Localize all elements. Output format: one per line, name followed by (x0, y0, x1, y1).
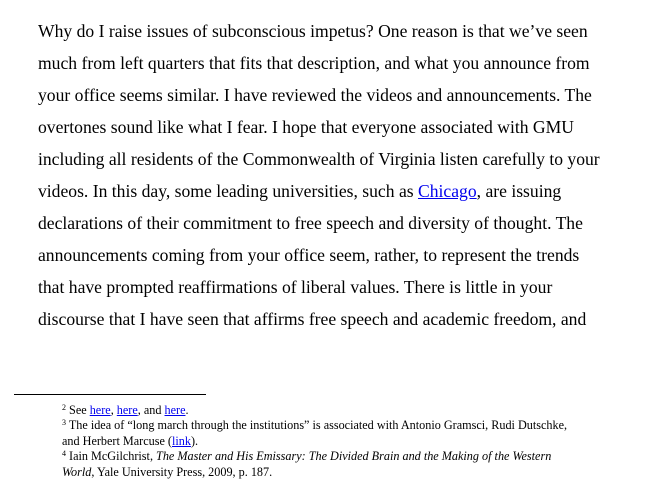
footnote-line (62, 434, 642, 449)
footnote-text: . (185, 403, 189, 417)
footnote-here-link-3[interactable]: here (164, 403, 186, 417)
footnote-2 (62, 403, 642, 418)
footnote-link[interactable]: link (171, 433, 191, 448)
footnote-3 (62, 418, 642, 449)
footnote-line (62, 418, 642, 433)
book-title: The Master and His Emissary: The Divided Brain and the Making of the Western (156, 449, 552, 464)
footnote-here-link-1[interactable]: here (89, 403, 111, 417)
paragraph-line: announcements coming from your office seem, rather, to represent the trends (38, 245, 580, 265)
footnote-publication: , Yale University Press, 2009, p. 187. (91, 464, 273, 479)
footnote-line (62, 449, 642, 464)
paragraph-line: discourse that I have seen that affirms free speech and academic freedom, and (38, 309, 587, 329)
chicago-link[interactable]: Chicago (418, 181, 477, 201)
paragraph-line: including all residents of the Commonwealth of Virginia listen carefully to your (38, 149, 600, 169)
paragraph-line (38, 175, 638, 207)
paragraph-line: declarations of their commitment to free speech and diversity of thought. The (38, 213, 583, 233)
footnote-line (62, 465, 642, 480)
footnote-author: Iain McGilchrist, (66, 449, 157, 464)
paragraph-text: videos. In this day, some leading universities, such as (38, 181, 418, 201)
footnote-separator (14, 394, 206, 395)
footnote-here-link-2[interactable]: here (116, 403, 138, 417)
footnote-text: See (66, 403, 90, 417)
footnote-text: , and (137, 403, 165, 417)
footnote-text: The idea of “long march through the institutions” is associated with Antonio Gramsci, Rudi Dutschke, (66, 418, 568, 433)
paragraph-line: that have prompted reaffirmations of liberal values. There is little in your (38, 277, 553, 297)
footnote-text: , (110, 403, 117, 417)
paragraph-text: , are issuing (476, 181, 562, 201)
footnote-marker: 3 (62, 418, 66, 428)
footnotes-section (62, 403, 642, 480)
footnote-line (62, 403, 642, 418)
footnote-marker: 4 (62, 449, 66, 459)
footnote-text: and Herbert Marcuse ( (62, 433, 172, 448)
body-paragraph (38, 15, 638, 335)
paragraph-line: much from left quarters that fits that description, and what you announce from (38, 53, 590, 73)
footnote-text: ). (190, 433, 199, 448)
paragraph-line: overtones sound like what I fear. I hope that everyone associated with GMU (38, 117, 574, 137)
footnote-marker: 2 (62, 403, 66, 412)
paragraph-line: Why do I raise issues of subconscious impetus? One reason is that we’ve seen (38, 21, 588, 41)
footnote-4 (62, 449, 642, 480)
book-title: World (62, 464, 92, 479)
paragraph-line: your office seems similar. I have reviewed the videos and announcements. The (38, 85, 592, 105)
